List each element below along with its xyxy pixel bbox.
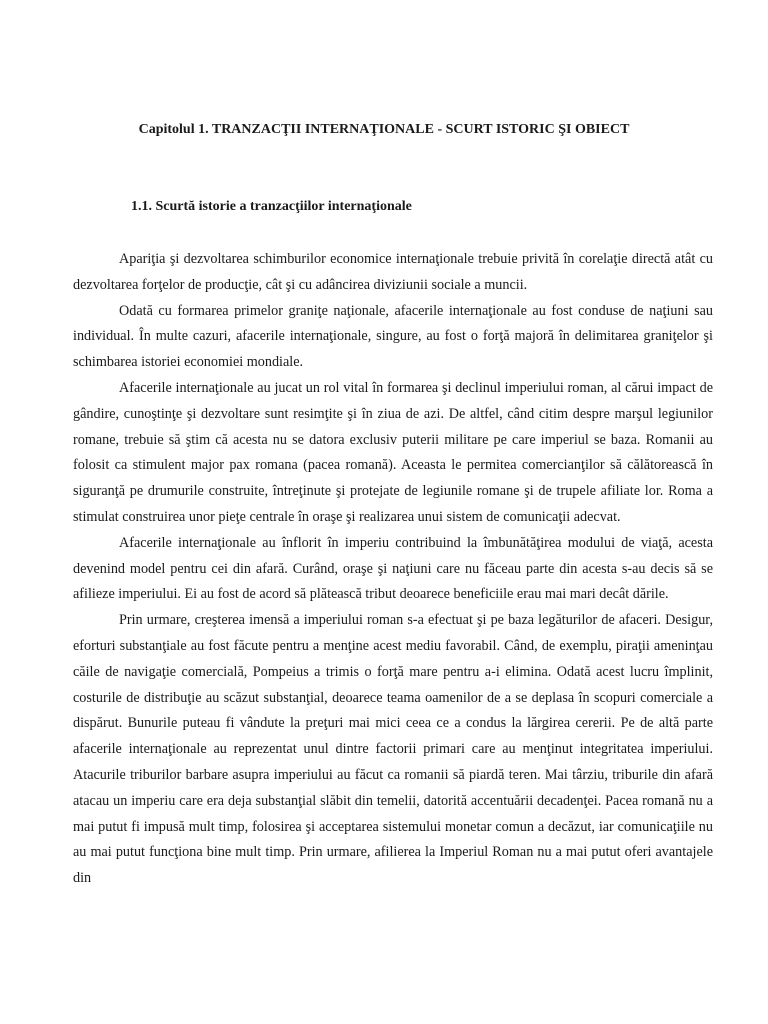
section-title: 1.1. Scurtă istorie a tranzacţiilor internaţionale bbox=[131, 199, 412, 214]
chapter-title: Capitolul 1. TRANZACŢII INTERNAŢIONALE - SCURT ISTORIC ŞI OBIECT bbox=[138, 122, 630, 137]
paragraph: Odată cu formarea primelor graniţe naţionale, afacerile internaţionale au fost conduse de naţiuni sau individual. În multe cazuri, afacerile internaţionale, singure, au fost o forţă majoră în delimitarea graniţelor şi schimbarea istoriei economiei mondiale. bbox=[73, 302, 713, 371]
paragraph: Apariţia şi dezvoltarea schimburilor economice internaţionale trebuie privită în corelaţie directă atât cu dezvoltarea forţelor de producţie, cât şi cu adâncirea diviziunii sociale a muncii. bbox=[73, 251, 713, 293]
paragraph: Afacerile internaţionale au înflorit în imperiu contribuind la îmbunătăţirea modului de viaţă, acesta devenind model pentru cei din afară. Curând, oraşe şi naţiuni care nu făceau parte din acesta s-au decis să se afilieze imperiului. Ei au fost de acord să plătească tribut deoarece beneficiile erau mai mari decât dările. bbox=[73, 534, 713, 603]
paragraph: Afacerile internaţionale au jucat un rol vital în formarea şi declinul imperiului roman, al cărui impact de gândire, cunoştinţe şi dezvoltare sunt resimţite şi în ziua de azi. De altfel, când citim despre marşul legiunilor romane, trebuie să ştim că acesta nu se datora exclusiv puterii militare pe care imperiul se baza. Romanii au folosit ca stimulent major pax romana (pacea romană). Aceasta le permitea comercianţilor să călătorească în siguranţă pe drumurile construite, întreţinute şi protejate de legiunile romane şi de trupele afiliate lor. Roma a stimulat construirea unor pieţe centrale în oraşe şi realizarea unui sistem de comunicaţii adecvat. bbox=[73, 379, 713, 525]
paragraph: Prin urmare, creşterea imensă a imperiului roman s-a efectuat şi pe baza legăturilor de afaceri. Desigur, eforturi substanţiale au fost făcute pentru a menţine acest mediu favorabil. Când, de exemplu, piraţii ameninţau căile de navigaţie comercială, Pompeius a trimis o forţă mare pentru a-i elimina. Odată acest lucru împlinit, costurile de distribuţie au scăzut substanţial, deoarece teama oamenilor de a se deplasa în scopuri comerciale a dispărut. Bunurile puteau fi vândute la preţuri mai mici ceea ce a condus la lărgirea cererii. Pe de altă parte afacerile internaţionale au reprezentat unul dintre factorii primari care au menţinut integritatea imperiului. Atacurile triburilor barbare asupra imperiului au făcut ca romanii să piardă teren. Mai târziu, triburile din afară atacau un imperiu care era deja substanţial slăbit din temelii, datorită accentuării decadenţei. Pacea romană nu a mai putut fi impusă mult timp, folosirea şi acceptarea sistemului monetar comun a decăzut, iar comunicaţiile nu au mai putut funcţiona bine mult timp. Prin urmare, afilierea la Imperiul Roman nu a mai putut oferi avantajele din bbox=[73, 612, 713, 887]
body-text bbox=[73, 247, 713, 892]
